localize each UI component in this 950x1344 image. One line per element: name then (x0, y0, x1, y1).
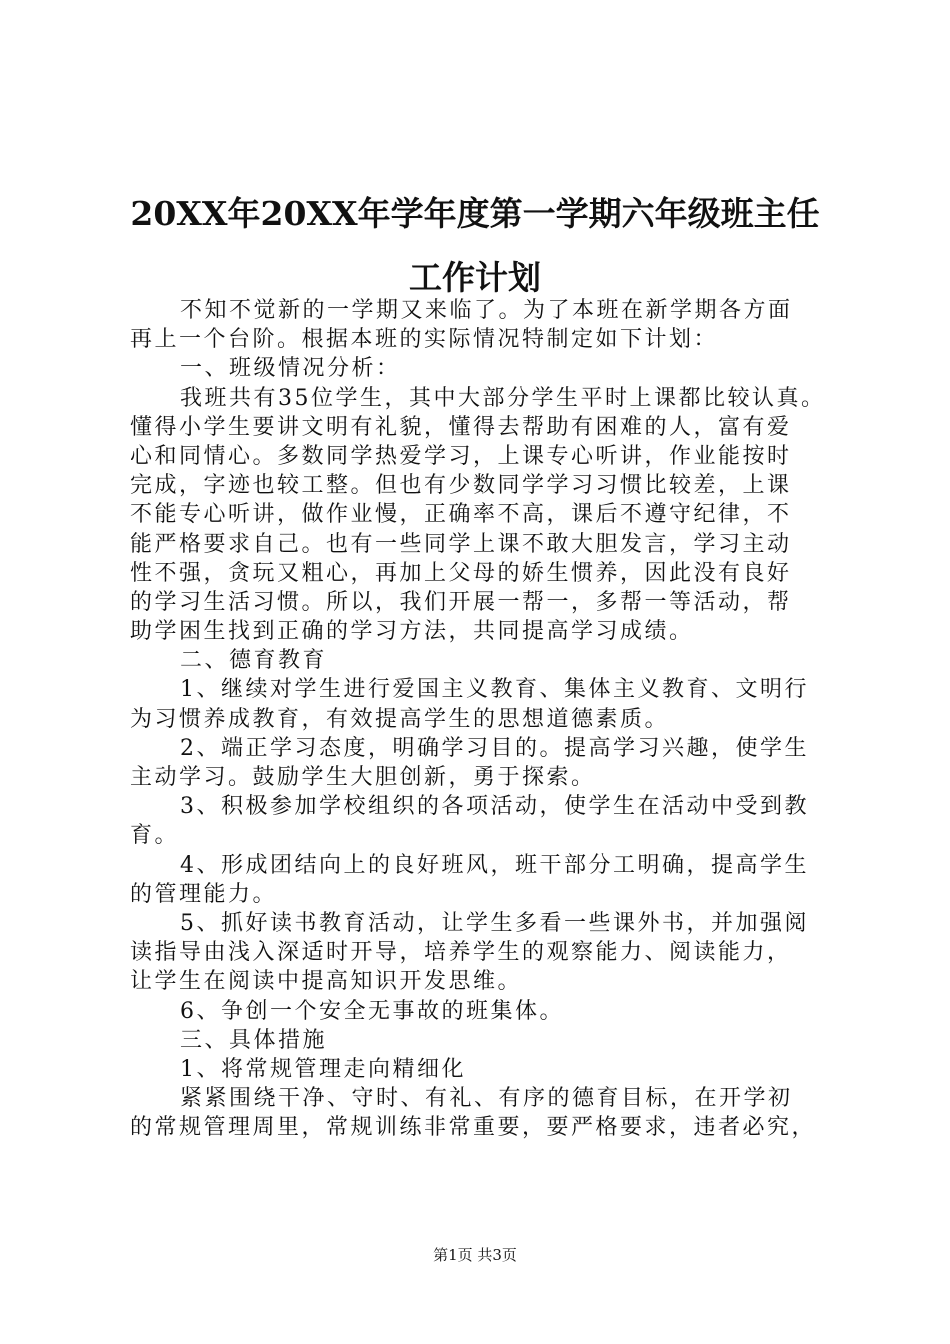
document-title-line-2: 工作计划 (409, 258, 541, 297)
body-text-line: 让学生在阅读中提高知识开发思维。 (130, 969, 523, 995)
body-text-line: 的管理能力。 (130, 881, 278, 907)
body-text-line: 的常规管理周里，常规训练非常重要，要严格要求，违者必究， (130, 1115, 817, 1141)
body-text-line: 4、形成团结向上的良好班风，班干部分工明确，提高学生 (180, 852, 809, 878)
body-text-line: 心和同情心。多数同学热爱学习，上课专心听讲，作业能按时 (130, 443, 792, 469)
body-text-line: 6、争创一个安全无事故的班集体。 (180, 998, 564, 1024)
body-text-line: 二、德育教育 (180, 648, 328, 674)
body-text-line: 育。 (130, 823, 180, 849)
body-text-line: 性不强，贪玩又粗心，再加上父母的娇生惯养，因此没有良好 (130, 560, 792, 586)
body-text-line: 不知不觉新的一学期又来临了。为了本班在新学期各方面 (180, 298, 793, 323)
body-text-line: 助学困生找到正确的学习方法，共同提高学习成绩。 (130, 619, 694, 645)
body-text-line: 再上一个台阶。根据本班的实际情况特制定如下计划： (130, 327, 719, 353)
body-text-line: 读指导由浅入深适时开导，培养学生的观察能力、阅读能力， (130, 940, 792, 966)
body-text-line: 的学习生活习惯。所以，我们开展一帮一，多帮一等活动，帮 (130, 589, 792, 615)
body-text-line: 不能专心听讲，做作业慢，正确率不高，课后不遵守纪律，不 (130, 502, 792, 528)
body-text-line: 我班共有35位学生，其中大部分学生平时上课都比较认真。 (180, 385, 826, 411)
body-text-line: 三、具体措施 (180, 1027, 328, 1053)
body-text-line: 紧紧围绕干净、守时、有礼、有序的德育目标，在开学初 (180, 1086, 793, 1112)
body-text-line: 一、班级情况分析： (180, 356, 401, 382)
body-text-line: 1、将常规管理走向精细化 (180, 1056, 466, 1082)
body-text-line: 主动学习。鼓励学生大胆创新，勇于探索。 (130, 765, 596, 790)
body-text-line: 1、继续对学生进行爱国主义教育、集体主义教育、文明行 (180, 677, 809, 703)
body-text-line: 5、抓好读书教育活动，让学生多看一些课外书，并加强阅 (180, 910, 809, 936)
document-body (130, 296, 830, 1142)
body-text-line: 能严格要求自己。也有一些同学上课不敢大胆发言，学习主动 (130, 531, 792, 557)
body-text-line: 懂得小学生要讲文明有礼貌，懂得去帮助有困难的人，富有爱 (130, 414, 792, 440)
body-text-line: 3、积极参加学校组织的各项活动，使学生在活动中受到教 (180, 794, 809, 820)
body-text-line: 完成，字迹也较工整。但也有少数同学学习习惯比较差，上课 (130, 473, 792, 499)
document-title-line-1: 20XX年20XX年学年度第一学期六年级班主任 (130, 194, 820, 233)
page-footer: 第1页 共3页 (433, 1246, 517, 1264)
body-text-line: 2、端正学习态度，明确学习目的。提高学习兴趣，使学生 (180, 735, 809, 761)
body-text-line: 为习惯养成教育，有效提高学生的思想道德素质。 (130, 706, 670, 732)
